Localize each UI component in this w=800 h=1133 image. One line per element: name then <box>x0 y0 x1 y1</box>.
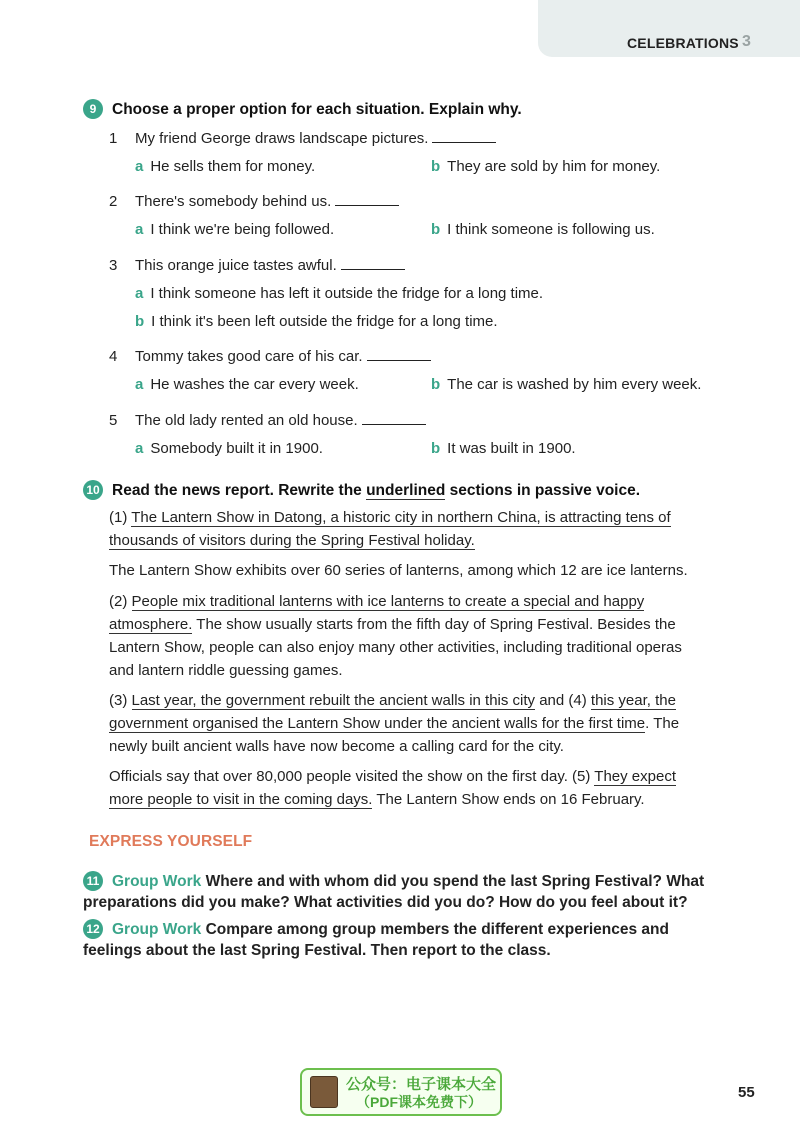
underlined-section-1: The Lantern Show in Datong, a historic city in northern China, is attracting tens of thousands of visitors during the Spring Festival holiday. <box>109 509 671 549</box>
answer-blank[interactable] <box>432 130 496 143</box>
question-text: My friend George draws landscape pictures. <box>135 130 429 147</box>
option-a <box>135 376 359 393</box>
option-text: Somebody built it in 1900. <box>150 440 323 457</box>
question-text: The old lady rented an old house. <box>135 412 358 429</box>
option-text: They are sold by him for money. <box>447 158 661 175</box>
question-text: Tommy takes good care of his car. <box>135 348 363 365</box>
news-paragraph-3 <box>109 590 709 682</box>
underlined-section-4: this year, the government organised the Lantern Show under the ancient walls for the first time <box>109 692 676 732</box>
exercise-12 <box>83 919 723 961</box>
option-a <box>135 440 323 457</box>
section-marker: and (4) <box>535 692 591 709</box>
question-number: 5 <box>109 412 118 429</box>
option-letter: a <box>135 221 144 238</box>
footer-banner <box>300 1068 502 1116</box>
option-text: I think it's been left outside the fridge for a long time. <box>151 313 498 330</box>
exercise-9-instruction: Choose a proper option for each situation. Explain why. <box>112 101 522 118</box>
option-letter: a <box>135 376 144 393</box>
option-letter: b <box>431 221 441 238</box>
unit-number: 3 <box>742 33 751 50</box>
footer-line-1: 公众号：电子课本大全 <box>346 1076 497 1093</box>
exercise-11-text: Where and with whom did you spend the last Spring Festival? What preparations did you make? What activities did you do? How do you feel about it? <box>83 873 705 911</box>
option-text: I think someone has left it outside the fridge for a long time. <box>150 285 544 302</box>
option-letter: a <box>135 285 144 302</box>
option-text: I think someone is following us. <box>447 221 655 238</box>
underlined-section-2: People mix traditional lanterns with ice lanterns to create a special and happy atmosphere. <box>109 593 645 633</box>
option-b <box>431 221 655 238</box>
page-number: 55 <box>738 1084 755 1101</box>
section-marker: (3) <box>109 692 132 709</box>
paragraph-text: The show usually starts from the fifth day of Spring Festival. Besides the Lantern Show, people can also enjoy many other activities, including traditional operas and lantern riddle guessing games. <box>109 616 682 679</box>
footer-line-2: （PDF课本免费下） <box>356 1094 482 1110</box>
exercise-11 <box>83 871 723 913</box>
underlined-section-5: They expect more people to visit in the coming days. <box>109 768 676 808</box>
paragraph-text: . The newly built ancient walls have now become a calling card for the city. <box>109 715 680 755</box>
option-letter: a <box>135 158 144 175</box>
question-text: This orange juice tastes awful. <box>135 257 337 274</box>
option-a <box>135 221 334 238</box>
section-marker: (2) <box>109 593 132 610</box>
exercise-9-badge: 9 <box>83 99 103 119</box>
option-text: He sells them for money. <box>150 158 316 175</box>
option-b <box>431 158 660 175</box>
question-number: 2 <box>109 193 118 210</box>
option-letter: b <box>135 313 145 330</box>
header-title: CELEBRATIONS <box>627 35 739 51</box>
answer-blank[interactable] <box>362 412 426 425</box>
option-letter: b <box>431 440 441 457</box>
news-paragraph-4 <box>109 689 709 758</box>
question-number: 1 <box>109 130 118 147</box>
section-marker: (1) <box>109 509 132 526</box>
exercise-10-heading <box>83 480 640 500</box>
instruction-text: sections in passive voice. <box>445 482 641 499</box>
exercise-12-text: Compare among group members the different experiences and feelings about the last Spring Festival. Then report to the class. <box>83 921 669 959</box>
option-b <box>431 376 701 393</box>
paragraph-text: The Lantern Show exhibits over 60 series of lanterns, among which 12 are ice lanterns. <box>109 562 688 579</box>
express-yourself-title: EXPRESS YOURSELF <box>89 833 253 850</box>
exercise-10-badge: 10 <box>83 480 103 500</box>
exercise-9-heading <box>83 99 522 119</box>
option-letter: a <box>135 440 144 457</box>
answer-blank[interactable] <box>367 348 431 361</box>
option-a <box>135 158 315 175</box>
option-b <box>135 313 498 330</box>
option-b <box>431 440 576 457</box>
option-letter: b <box>431 376 441 393</box>
option-a <box>135 285 543 302</box>
answer-blank[interactable] <box>341 257 405 270</box>
question-number: 3 <box>109 257 118 274</box>
answer-blank[interactable] <box>335 193 399 206</box>
paragraph-text: Officials say that over 80,000 people visited the show on the first day. (5) <box>109 768 595 785</box>
paragraph-text: The Lantern Show ends on 16 February. <box>372 791 645 808</box>
book-icon <box>310 1076 338 1108</box>
option-text: He washes the car every week. <box>150 376 359 393</box>
news-paragraph-2 <box>109 559 709 582</box>
group-work-label: Group Work <box>112 921 202 938</box>
news-paragraph-1 <box>109 506 709 552</box>
news-paragraph-5 <box>109 765 709 811</box>
underlined-section-3: Last year, the government rebuilt the ancient walls in this city <box>131 692 536 709</box>
option-text: I think we're being followed. <box>150 221 335 238</box>
exercise-12-badge: 12 <box>83 919 103 939</box>
instruction-underlined: underlined <box>366 482 446 499</box>
exercise-11-badge: 11 <box>83 871 103 891</box>
option-text: The car is washed by him every week. <box>447 376 702 393</box>
question-text: There's somebody behind us. <box>135 193 332 210</box>
option-letter: b <box>431 158 441 175</box>
instruction-text: Read the news report. Rewrite the <box>112 482 367 499</box>
question-number: 4 <box>109 348 118 365</box>
option-text: It was built in 1900. <box>447 440 576 457</box>
group-work-label: Group Work <box>112 873 202 890</box>
